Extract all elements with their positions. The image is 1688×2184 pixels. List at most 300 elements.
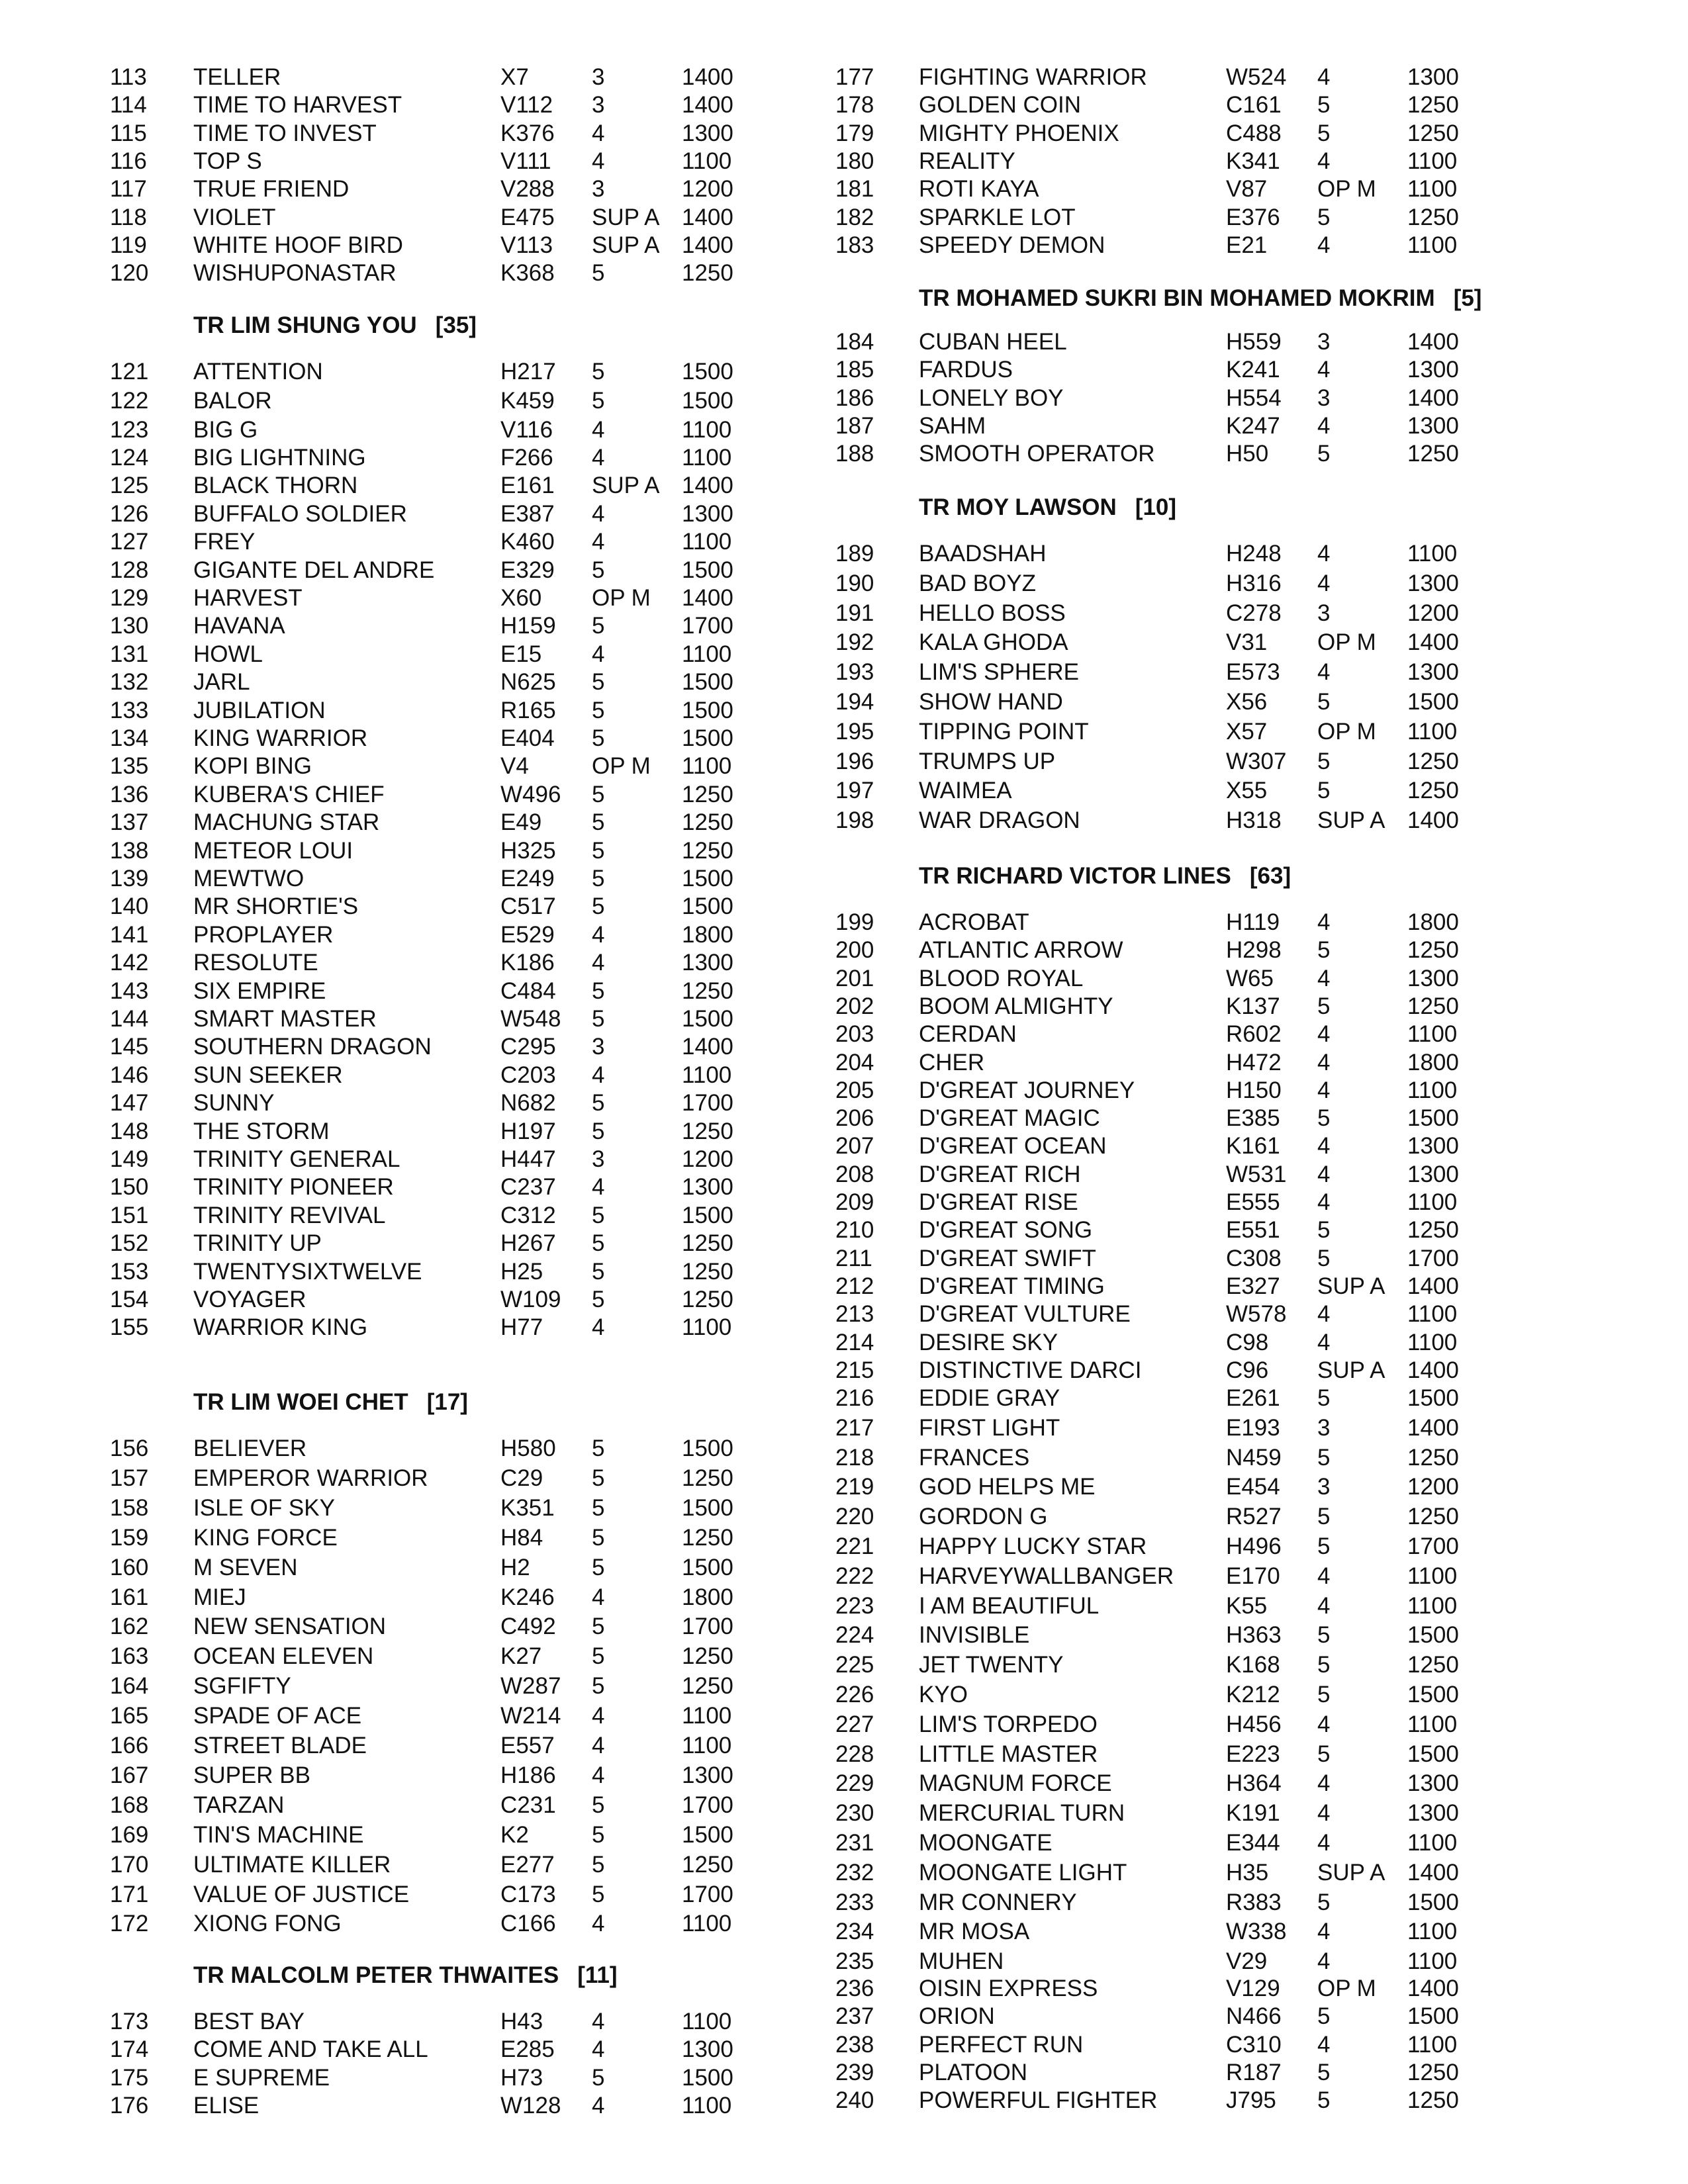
horse-number: 155 [110, 1314, 149, 1340]
horse-name: SOUTHERN DRAGON [193, 1034, 432, 1060]
brand-code: E327 [1226, 1273, 1280, 1299]
horse-number: 194 [835, 689, 874, 715]
brand-code: F266 [500, 445, 553, 471]
horse-number: 207 [835, 1133, 874, 1159]
rating: 4 [592, 529, 605, 555]
price: 1500 [1407, 1385, 1459, 1411]
horse-name: E SUPREME [193, 2065, 330, 2091]
horse-name: MOONGATE LIGHT [919, 1860, 1127, 1886]
price: 1300 [1407, 1800, 1459, 1826]
brand-code: H25 [500, 1259, 543, 1285]
horse-name: WAR DRAGON [919, 807, 1080, 833]
price: 1100 [682, 417, 732, 443]
price: 1400 [682, 64, 733, 90]
horse-number: 145 [110, 1034, 149, 1060]
price: 1250 [1407, 1504, 1459, 1529]
price: 1500 [1407, 689, 1459, 715]
left-column [110, 0, 954, 2184]
brand-code: W524 [1226, 64, 1287, 90]
horse-number: 196 [835, 749, 874, 774]
brand-code: K247 [1226, 413, 1280, 439]
rating: 4 [1317, 1301, 1331, 1327]
brand-code: K351 [500, 1495, 555, 1521]
horse-number: 177 [835, 64, 874, 90]
price: 1100 [1407, 1593, 1458, 1619]
brand-code: H73 [500, 2065, 543, 2091]
rating: 4 [592, 417, 605, 443]
horse-name: BLACK THORN [193, 473, 358, 498]
horse-name: ISLE OF SKY [193, 1495, 335, 1521]
price: 1100 [1407, 1077, 1458, 1103]
horse-number: 222 [835, 1563, 874, 1589]
price: 1100 [682, 2009, 732, 2034]
horse-number: 223 [835, 1593, 874, 1619]
brand-code: V29 [1226, 1948, 1268, 1974]
horse-name: SGFIFTY [193, 1673, 291, 1699]
rating: 4 [592, 1733, 605, 1758]
rating: 4 [1317, 1711, 1331, 1737]
horse-number: 190 [835, 570, 874, 596]
horse-number: 156 [110, 1435, 149, 1461]
brand-code: H364 [1226, 1770, 1282, 1796]
price: 1300 [1407, 357, 1459, 383]
horse-name: TIME TO INVEST [193, 120, 377, 146]
price: 1500 [1407, 1622, 1459, 1648]
rating: SUP A [592, 232, 660, 258]
rating: OP M [592, 753, 651, 779]
price: 1100 [1407, 1330, 1458, 1355]
price: 1500 [1407, 1682, 1459, 1707]
horse-number: 144 [110, 1006, 149, 1032]
horse-name: MOONGATE [919, 1830, 1053, 1856]
horse-number: 114 [110, 92, 147, 118]
horse-number: 134 [110, 725, 149, 751]
brand-code: C237 [500, 1174, 556, 1200]
price: 1400 [1407, 1273, 1459, 1299]
horse-number: 151 [110, 1203, 149, 1228]
horse-name: TRUMPS UP [919, 749, 1056, 774]
price: 1100 [682, 641, 732, 667]
rating: OP M [592, 585, 651, 611]
horse-name: COME AND TAKE ALL [193, 2036, 428, 2062]
price: 1700 [682, 1882, 733, 1907]
rating: 4 [592, 950, 605, 976]
price: 1250 [1407, 1652, 1459, 1678]
horse-name: VIOLET [193, 205, 276, 230]
brand-code: H150 [1226, 1077, 1282, 1103]
brand-code: V288 [500, 176, 555, 202]
rating: 4 [592, 641, 605, 667]
horse-name: TRINITY GENERAL [193, 1146, 400, 1172]
price: 1250 [682, 1259, 733, 1285]
brand-code: E161 [500, 473, 555, 498]
horse-name: DESIRE SKY [919, 1330, 1058, 1355]
brand-code: H248 [1226, 541, 1282, 567]
brand-code: K341 [1226, 148, 1280, 174]
horse-name: SUNNY [193, 1090, 275, 1116]
brand-code: W214 [500, 1703, 561, 1729]
rating: 4 [592, 1703, 605, 1729]
rating: 5 [592, 809, 605, 835]
brand-code: K460 [500, 529, 555, 555]
brand-code: H119 [1226, 909, 1280, 935]
rating: 5 [592, 1006, 605, 1032]
brand-code: E529 [500, 922, 555, 948]
price: 1300 [1407, 1161, 1459, 1187]
price: 1500 [1407, 2003, 1459, 2029]
horse-count: [11] [577, 1962, 618, 1988]
horse-number: 125 [110, 473, 149, 498]
price: 1500 [682, 359, 733, 385]
horse-name: FREY [193, 529, 256, 555]
rating: 4 [1317, 1800, 1331, 1826]
price: 1100 [682, 1911, 732, 1936]
price: 1400 [1407, 1415, 1459, 1441]
horse-name: FIGHTING WARRIOR [919, 64, 1147, 90]
brand-code: H77 [500, 1314, 543, 1340]
price: 1100 [682, 1314, 732, 1340]
rating: 5 [1317, 1622, 1331, 1648]
horse-number: 235 [835, 1948, 874, 1974]
rating: 5 [1317, 1741, 1331, 1767]
horse-name: GOD HELPS ME [919, 1474, 1096, 1500]
rating: 4 [1317, 1770, 1331, 1796]
rating: 5 [1317, 1105, 1331, 1131]
horse-name: POWERFUL FIGHTER [919, 2087, 1158, 2113]
price: 1100 [1407, 1301, 1458, 1327]
brand-code: H554 [1226, 385, 1282, 411]
horse-name: RESOLUTE [193, 950, 318, 976]
rating: 3 [592, 64, 605, 90]
brand-code: V112 [500, 92, 553, 118]
horse-name: KUBERA'S CHIEF [193, 782, 385, 807]
horse-number: 179 [835, 120, 874, 146]
price: 1800 [1407, 909, 1459, 935]
horse-name: GORDON G [919, 1504, 1048, 1529]
rating: 5 [1317, 1504, 1331, 1529]
price: 1500 [682, 1495, 733, 1521]
horse-number: 240 [835, 2087, 874, 2113]
horse-number: 129 [110, 585, 149, 611]
rating: 4 [592, 445, 605, 471]
rating: 4 [592, 1314, 605, 1340]
brand-code: R383 [1226, 1889, 1282, 1915]
rating: 5 [1317, 2060, 1331, 2085]
brand-code: E261 [1226, 1385, 1280, 1411]
price: 1400 [1407, 1357, 1459, 1383]
price: 1250 [682, 260, 733, 286]
rating: 5 [592, 1230, 605, 1256]
brand-code: K168 [1226, 1652, 1280, 1678]
rating: 5 [592, 725, 605, 751]
brand-code: H43 [500, 2009, 543, 2034]
rating: 5 [592, 838, 605, 864]
horse-number: 221 [835, 1533, 874, 1559]
horse-number: 217 [835, 1415, 874, 1441]
rating: 4 [1317, 1077, 1331, 1103]
horse-number: 169 [110, 1822, 149, 1848]
price: 1250 [1407, 92, 1459, 118]
price: 1250 [1407, 778, 1459, 803]
price: 1250 [1407, 993, 1459, 1019]
price: 1300 [1407, 64, 1459, 90]
horse-name: MACHUNG STAR [193, 809, 380, 835]
horse-number: 167 [110, 1762, 149, 1788]
rating: SUP A [1317, 1860, 1385, 1886]
rating: 5 [592, 1614, 605, 1639]
horse-name: TRINITY UP [193, 1230, 322, 1256]
price: 1100 [1407, 1021, 1458, 1047]
horse-name: TIPPING POINT [919, 719, 1089, 745]
price: 1500 [682, 893, 733, 919]
rating: 5 [1317, 778, 1331, 803]
price: 1250 [682, 1643, 733, 1669]
rating: 4 [1317, 1133, 1331, 1159]
brand-code: N625 [500, 669, 556, 695]
price: 1250 [682, 1287, 733, 1312]
brand-code: C312 [500, 1203, 556, 1228]
price: 1400 [1407, 807, 1459, 833]
horse-number: 208 [835, 1161, 874, 1187]
rating: 5 [1317, 1445, 1331, 1471]
price: 1300 [1407, 1133, 1459, 1159]
price: 1100 [1407, 148, 1458, 174]
trainer-header [919, 862, 1291, 891]
horse-name: HARVEYWALLBANGER [919, 1563, 1174, 1589]
brand-code: E329 [500, 557, 555, 583]
rating: OP M [1317, 1976, 1376, 2001]
horse-number: 231 [835, 1830, 874, 1856]
horse-name: TWENTYSIXTWELVE [193, 1259, 422, 1285]
brand-code: C295 [500, 1034, 556, 1060]
price: 1400 [682, 232, 733, 258]
horse-number: 153 [110, 1259, 149, 1285]
horse-number: 234 [835, 1919, 874, 1944]
brand-code: K27 [500, 1643, 542, 1669]
brand-code: E249 [500, 866, 555, 891]
rating: 4 [592, 120, 605, 146]
horse-number: 191 [835, 600, 874, 626]
rating: 4 [592, 2009, 605, 2034]
rating: 5 [592, 1203, 605, 1228]
rating: 3 [1317, 1474, 1331, 1500]
horse-number: 160 [110, 1555, 149, 1580]
horse-name: METEOR LOUI [193, 838, 353, 864]
horse-name: SPEEDY DEMON [919, 232, 1105, 258]
trainer-name: TR RICHARD VICTOR LINES [919, 863, 1231, 889]
rating: 4 [1317, 570, 1331, 596]
rating: 4 [1317, 1021, 1331, 1047]
price: 1200 [1407, 600, 1459, 626]
rating: 5 [592, 1259, 605, 1285]
price: 1250 [1407, 749, 1459, 774]
brand-code: E573 [1226, 659, 1280, 685]
rating: 5 [1317, 1385, 1331, 1411]
horse-number: 176 [110, 2093, 149, 2118]
trainer-header [193, 311, 477, 340]
horse-number: 149 [110, 1146, 149, 1172]
brand-code: K368 [500, 260, 555, 286]
horse-number: 146 [110, 1062, 149, 1088]
price: 1250 [1407, 120, 1459, 146]
brand-code: C484 [500, 978, 556, 1004]
brand-code: H363 [1226, 1622, 1282, 1648]
brand-code: H580 [500, 1435, 556, 1461]
rating: 4 [592, 2093, 605, 2118]
horse-number: 137 [110, 809, 149, 835]
rating: 5 [592, 1465, 605, 1491]
horse-number: 121 [110, 359, 149, 385]
horse-name: PLATOON [919, 2060, 1028, 2085]
horse-name: LIM'S TORPEDO [919, 1711, 1098, 1737]
brand-code: K459 [500, 388, 555, 414]
trainer-header [193, 1961, 618, 1990]
rating: 4 [1317, 2032, 1331, 2058]
price: 1400 [682, 92, 733, 118]
horse-number: 180 [835, 148, 874, 174]
horse-name: VOYAGER [193, 1287, 306, 1312]
horse-number: 126 [110, 501, 149, 527]
price: 1300 [682, 501, 733, 527]
brand-code: W338 [1226, 1919, 1287, 1944]
horse-name: HELLO BOSS [919, 600, 1066, 626]
brand-code: E285 [500, 2036, 555, 2062]
horse-number: 197 [835, 778, 874, 803]
rating: 5 [592, 698, 605, 723]
horse-name: D'GREAT MAGIC [919, 1105, 1100, 1131]
price: 1500 [1407, 1889, 1459, 1915]
horse-number: 150 [110, 1174, 149, 1200]
brand-code: H2 [500, 1555, 530, 1580]
trainer-name: TR MOHAMED SUKRI BIN MOHAMED MOKRIM [919, 285, 1435, 311]
brand-code: E170 [1226, 1563, 1280, 1589]
horse-number: 166 [110, 1733, 149, 1758]
rating: 4 [1317, 966, 1331, 991]
horse-number: 136 [110, 782, 149, 807]
horse-name: D'GREAT SWIFT [919, 1246, 1096, 1271]
horse-name: MR CONNERY [919, 1889, 1077, 1915]
rating: 4 [1317, 1161, 1331, 1187]
price: 1250 [682, 1230, 733, 1256]
rating: 4 [1317, 148, 1331, 174]
horse-number: 200 [835, 937, 874, 963]
brand-code: V113 [500, 232, 553, 258]
horse-number: 205 [835, 1077, 874, 1103]
rating: 5 [592, 1822, 605, 1848]
horse-number: 215 [835, 1357, 874, 1383]
rating: 5 [592, 1525, 605, 1551]
horse-number: 158 [110, 1495, 149, 1521]
rating: OP M [1317, 629, 1376, 655]
horse-name: ELISE [193, 2093, 259, 2118]
price: 1400 [682, 1034, 733, 1060]
horse-name: GIGANTE DEL ANDRE [193, 557, 435, 583]
trainer-header [193, 1388, 468, 1417]
rating: 5 [592, 1090, 605, 1116]
horse-name: HAPPY LUCKY STAR [919, 1533, 1147, 1559]
price: 1250 [1407, 205, 1459, 230]
horse-name: ATTENTION [193, 359, 323, 385]
rating: 4 [592, 1584, 605, 1610]
price: 1700 [682, 1792, 733, 1818]
horse-number: 165 [110, 1703, 149, 1729]
horse-name: MEWTWO [193, 866, 305, 891]
price: 1100 [1407, 1830, 1458, 1856]
rating: SUP A [592, 473, 660, 498]
horse-name: HOWL [193, 641, 263, 667]
rating: 5 [592, 2065, 605, 2091]
horse-number: 131 [110, 641, 149, 667]
horse-number: 230 [835, 1800, 874, 1826]
price: 1500 [682, 1555, 733, 1580]
horse-number: 238 [835, 2032, 874, 2058]
price: 1300 [682, 1762, 733, 1788]
rating: 5 [592, 260, 605, 286]
horse-name: LONELY BOY [919, 385, 1064, 411]
horse-number: 143 [110, 978, 149, 1004]
horse-number: 119 [110, 232, 147, 258]
horse-number: 209 [835, 1189, 874, 1215]
horse-name: OISIN EXPRESS [919, 1976, 1098, 2001]
rating: 5 [1317, 1246, 1331, 1271]
rating: 4 [592, 1911, 605, 1936]
horse-number: 170 [110, 1852, 149, 1878]
horse-number: 154 [110, 1287, 149, 1312]
price: 1100 [1407, 1948, 1458, 1974]
brand-code: E475 [500, 205, 555, 230]
price: 1200 [682, 1146, 733, 1172]
rating: 5 [592, 1555, 605, 1580]
brand-code: H496 [1226, 1533, 1282, 1559]
horse-number: 140 [110, 893, 149, 919]
horse-count: [10] [1135, 494, 1177, 520]
horse-number: 141 [110, 922, 149, 948]
rating: 5 [1317, 1682, 1331, 1707]
brand-code: E454 [1226, 1474, 1280, 1500]
price: 1100 [1407, 1563, 1458, 1589]
horse-number: 139 [110, 866, 149, 891]
rating: SUP A [1317, 1273, 1385, 1299]
price: 1250 [1407, 2060, 1459, 2085]
price: 1100 [682, 753, 732, 779]
rating: 3 [1317, 385, 1331, 411]
horse-number: 164 [110, 1673, 149, 1699]
horse-name: BIG G [193, 417, 258, 443]
horse-name: HARVEST [193, 585, 303, 611]
horse-number: 186 [835, 385, 874, 411]
price: 1300 [682, 950, 733, 976]
horse-number: 216 [835, 1385, 874, 1411]
price: 1200 [682, 176, 733, 202]
brand-code: H197 [500, 1118, 556, 1144]
horse-name: SUPER BB [193, 1762, 310, 1788]
rating: 5 [592, 1852, 605, 1878]
price: 1400 [1407, 1860, 1459, 1886]
rating: SUP A [1317, 1357, 1385, 1383]
rating: 3 [1317, 1415, 1331, 1441]
rating: 5 [1317, 1889, 1331, 1915]
rating: 4 [1317, 1593, 1331, 1619]
rating: 5 [592, 669, 605, 695]
price: 1250 [682, 1852, 733, 1878]
horse-number: 157 [110, 1465, 149, 1491]
rating: 5 [592, 359, 605, 385]
horse-number: 189 [835, 541, 874, 567]
right-column [835, 0, 1679, 2184]
brand-code: H186 [500, 1762, 556, 1788]
horse-name: D'GREAT OCEAN [919, 1133, 1107, 1159]
brand-code: C166 [500, 1911, 556, 1936]
